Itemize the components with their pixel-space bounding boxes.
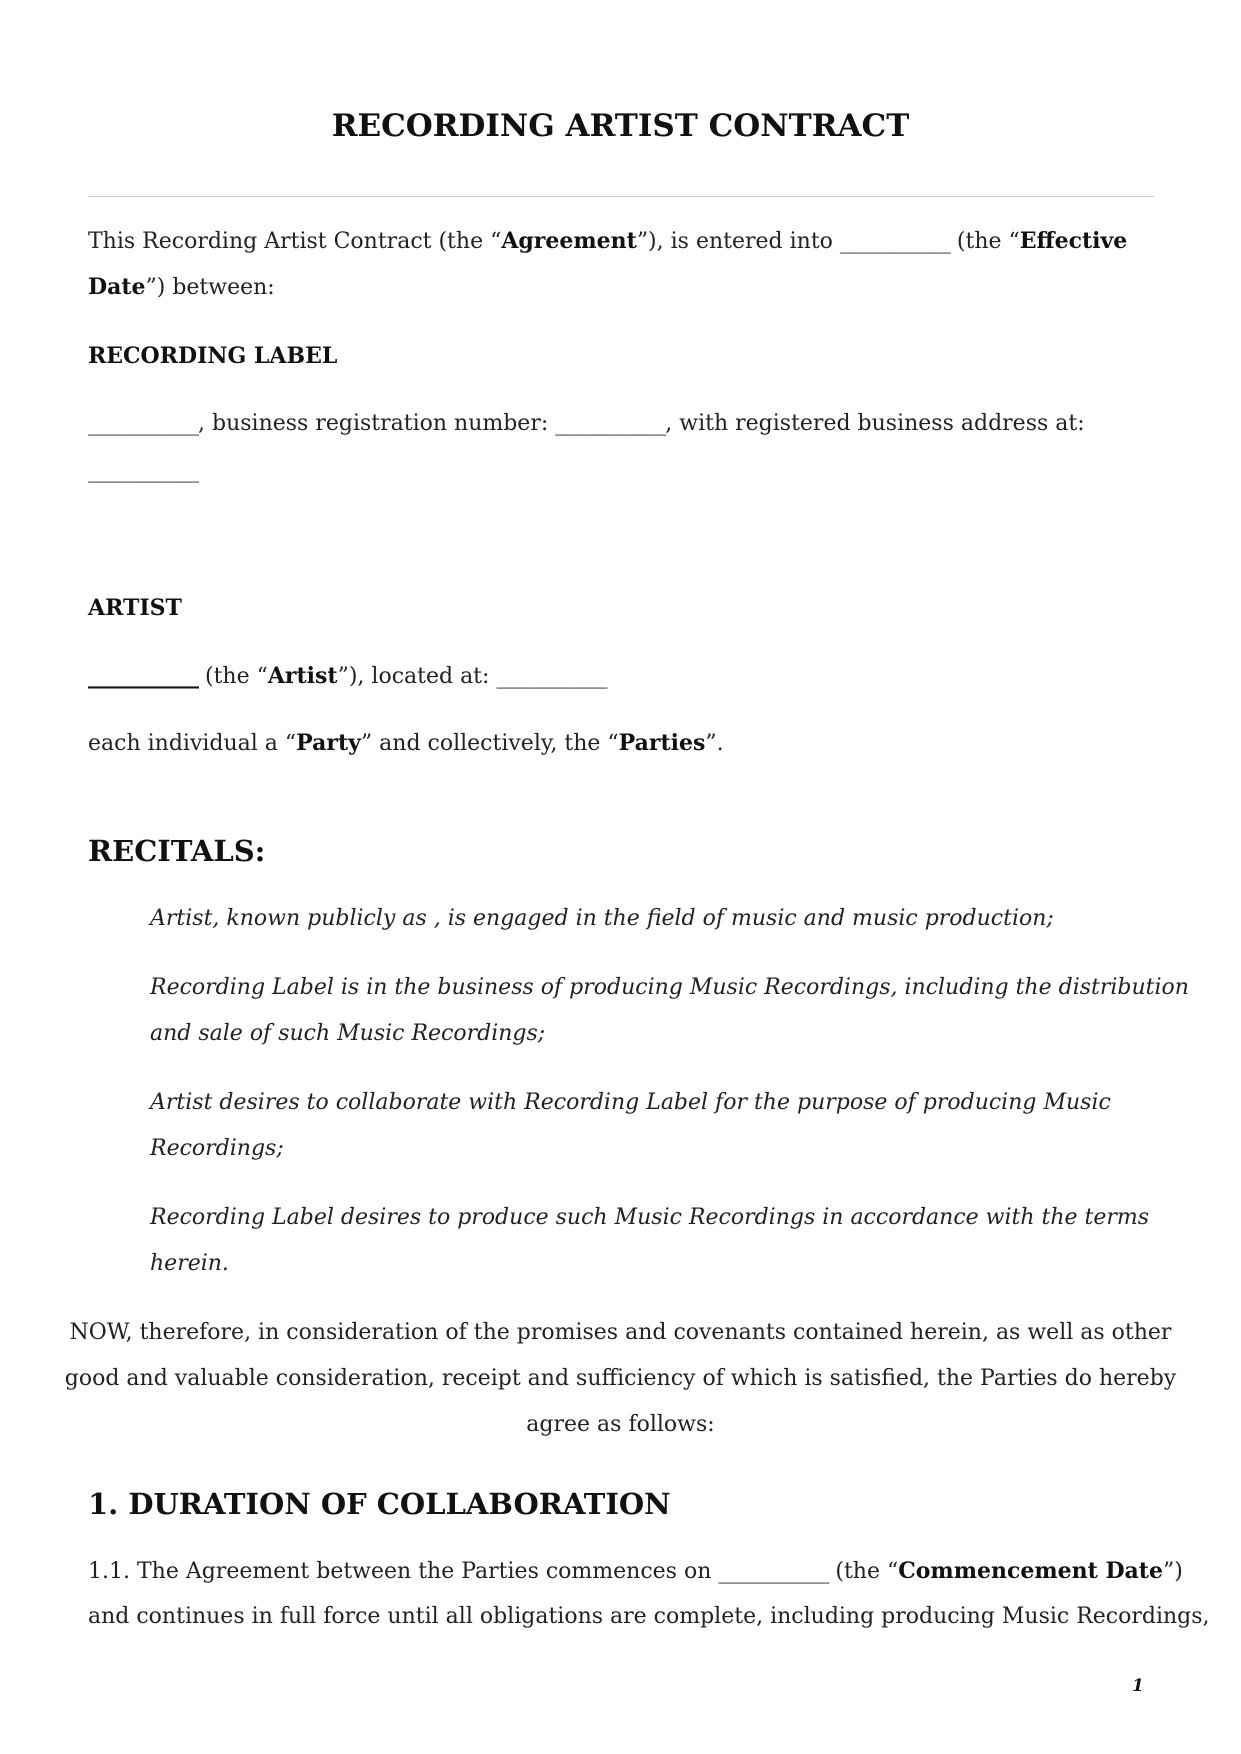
recital-line: Recording Label desires to produce such Music Recordings in accordance with the terms	[150, 1205, 1150, 1230]
label-name-blank[interactable]: ___________	[88, 411, 198, 436]
artist-location-blank[interactable]: ___________	[496, 664, 607, 689]
page-number: 1	[1132, 1676, 1144, 1696]
effective-term: Effective	[1019, 228, 1128, 254]
artist-term: Artist	[267, 663, 338, 689]
recitals-heading: RECITALS:	[88, 834, 266, 868]
now-therefore-line: agree as follows:	[526, 1412, 715, 1437]
effective-date-blank[interactable]: ___________	[839, 229, 950, 254]
recital-line: Recordings;	[150, 1136, 284, 1161]
clause-1-1-line-1: 1.1. The Agreement between the Parties commences on ___________ (the “Commencement Date”)	[88, 1558, 1183, 1584]
date-term: Date	[88, 274, 146, 300]
recital-line: Recording Label is in the business of producing Music Recordings, including the distribution	[150, 975, 1189, 1000]
commencement-date-blank[interactable]: ___________	[718, 1559, 829, 1584]
artist-heading: ARTIST	[88, 595, 182, 621]
document-title: RECORDING ARTIST CONTRACT	[331, 108, 910, 144]
recording-label-line: ___________, business registration number: ___________, with registered business address at:	[88, 411, 1085, 436]
intro-line-1: This Recording Artist Contract (the “Agreement”), is entered into ___________ (the “Effective	[88, 228, 1128, 254]
agreement-term: Agreement	[501, 228, 637, 254]
label-address-blank[interactable]: ___________	[88, 458, 198, 483]
now-therefore-line: good and valuable consideration, receipt and sufficiency of which is satisfied, the Parties do hereby	[64, 1366, 1177, 1391]
now-therefore-line: NOW, therefore, in consideration of the promises and covenants contained herein, as well as other	[69, 1320, 1172, 1345]
label-address-line	[88, 456, 198, 486]
parties-line: each individual a “Party” and collectively, the “Parties”.	[88, 730, 724, 756]
artist-name-blank[interactable]: ___________	[88, 663, 198, 689]
commencement-date-term: Commencement Date	[898, 1558, 1163, 1584]
party-term: Party	[296, 730, 361, 756]
intro-line-2: Date”) between:	[88, 274, 275, 300]
parties-term: Parties	[618, 730, 706, 756]
clause-1-1-line-2: and continues in full force until all obligations are complete, including producing Music Recordings,	[88, 1604, 1210, 1629]
artist-line: ___________ (the “Artist”), located at: ___________	[88, 663, 607, 689]
recital-line: Artist, known publicly as , is engaged in the field of music and music production;	[150, 906, 1054, 931]
title-divider	[88, 196, 1154, 197]
recording-label-heading: RECORDING LABEL	[88, 343, 338, 369]
recital-line: herein.	[150, 1251, 229, 1276]
recital-line: Artist desires to collaborate with Recording Label for the purpose of producing Music	[150, 1090, 1111, 1115]
section-1-heading: 1. DURATION OF COLLABORATION	[88, 1487, 671, 1521]
recital-line: and sale of such Music Recordings;	[150, 1021, 546, 1046]
registration-number-blank[interactable]: ___________	[555, 411, 666, 436]
